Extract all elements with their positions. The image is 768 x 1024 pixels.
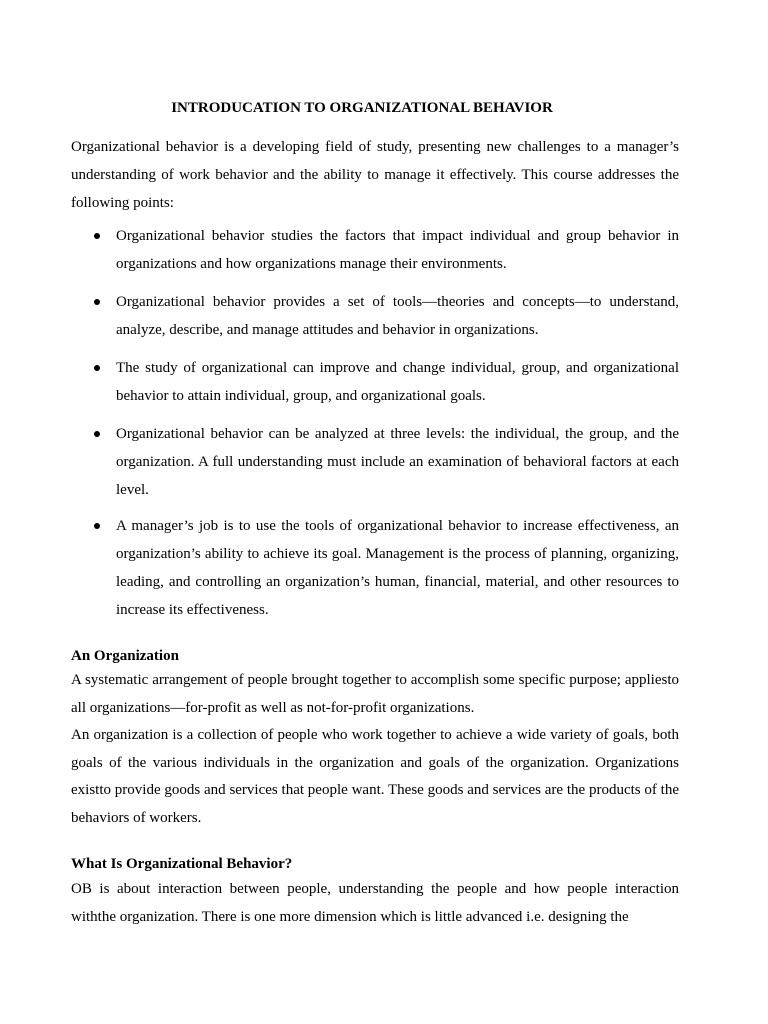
bullet-text: A manager’s job is to use the tools of organizational behavior to increase effectiveness, an organization’s ability to achieve its goal. Management is the process of planning, organizing, leading, and controlling an organization’s human, financial, material, and other resources to increase its effectiveness. [116, 518, 679, 618]
section-heading: An Organization [71, 648, 179, 664]
bullet-text: The study of organizational can improve and change individual, group, and organizational behavior to attain individual, group, and organizational goals. [116, 360, 679, 404]
bullet-text: Organizational behavior provides a set of tools—theories and concepts—to understand, analyze, describe, and manage attitudes and behavior in organizations. [116, 294, 679, 338]
section-heading: What Is Organizational Behavior? [71, 856, 293, 872]
bullet-icon [94, 365, 100, 371]
bullet-icon [94, 523, 100, 529]
intro-paragraph: Organizational behavior is a developing field of study, presenting new challenges to a manager’s understanding of work behavior and the ability to manage it effectively. This course addresses the following points: [71, 139, 679, 211]
bullet-icon [94, 299, 100, 305]
section-paragraph: An organization is a collection of people who work together to achieve a wide variety of goals, both goals of the various individuals in the organization and goals of the organization. Organizations existto provide goods and services that people want. These goods and services are the products of the behaviors of workers. [71, 727, 679, 826]
bullet-item [116, 288, 679, 344]
section-paragraph: A systematic arrangement of people brought together to accomplish some specific purpose; appliesto all organizations—for-profit as well as not-for-profit organizations. [71, 672, 679, 716]
bullet-text: Organizational behavior studies the factors that impact individual and group behavior in organizations and how organizations manage their environments. [116, 228, 679, 272]
section-paragraph: OB is about interaction between people, understanding the people and how people interaction withthe organization. There is one more dimension which is little advanced i.e. designing the [71, 881, 679, 925]
document-title: INTRODUCATION TO ORGANIZATIONAL BEHAVIOR [171, 100, 553, 116]
bullet-icon [94, 431, 100, 437]
bullet-item [116, 512, 679, 624]
bullet-item [116, 354, 679, 410]
bullet-item [116, 222, 679, 278]
bullet-text: Organizational behavior can be analyzed at three levels: the individual, the group, and the organization. A full understanding must include an examination of behavioral factors at each level. [116, 426, 679, 498]
bullet-icon [94, 233, 100, 239]
bullet-item [116, 420, 679, 504]
